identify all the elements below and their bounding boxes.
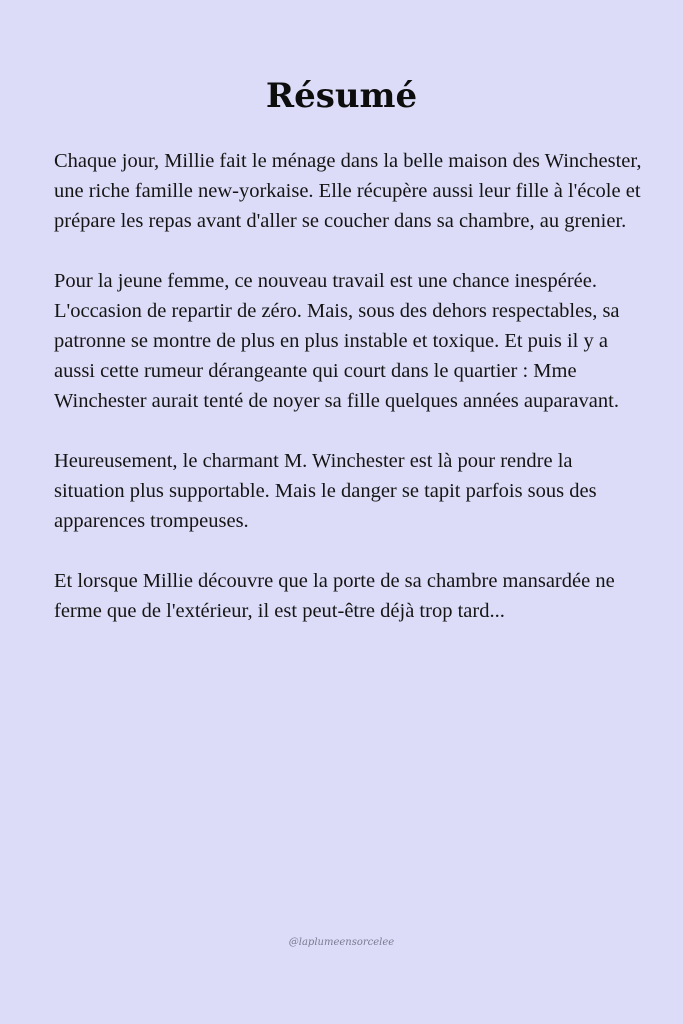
summary-paragraph-4: Et lorsque Millie découvre que la porte de sa chambre mansardée ne ferme que de l'extérieur, il est peut-être déjà trop tard... — [54, 570, 615, 622]
summary-paragraph-3: Heureusement, le charmant M. Winchester est là pour rendre la situation plus supportable. Mais le danger se tapit parfois sous des apparences trompeuses. — [54, 450, 597, 532]
page-title: Résumé — [265, 76, 418, 116]
summary-paragraph-1: Chaque jour, Millie fait le ménage dans la belle maison des Winchester, une riche famille new-yorkaise. Elle récupère aussi leur fille à l'école et prépare les repas avant d'aller se coucher dans sa chambre, au grenier. — [54, 150, 642, 232]
summary-paragraph-2: Pour la jeune femme, ce nouveau travail est une chance inespérée. L'occasion de repartir de zéro. Mais, sous des dehors respectables, sa patronne se montre de plus en plus instable et toxique. Et puis il y a aussi cette rumeur dérangeante qui court dans le quartier : Mme Winchester aurait tenté de noyer sa fille quelques années auparavant. — [54, 270, 620, 412]
summary-body — [54, 146, 644, 656]
author-credit: @laplumeensorcelee — [288, 937, 395, 948]
